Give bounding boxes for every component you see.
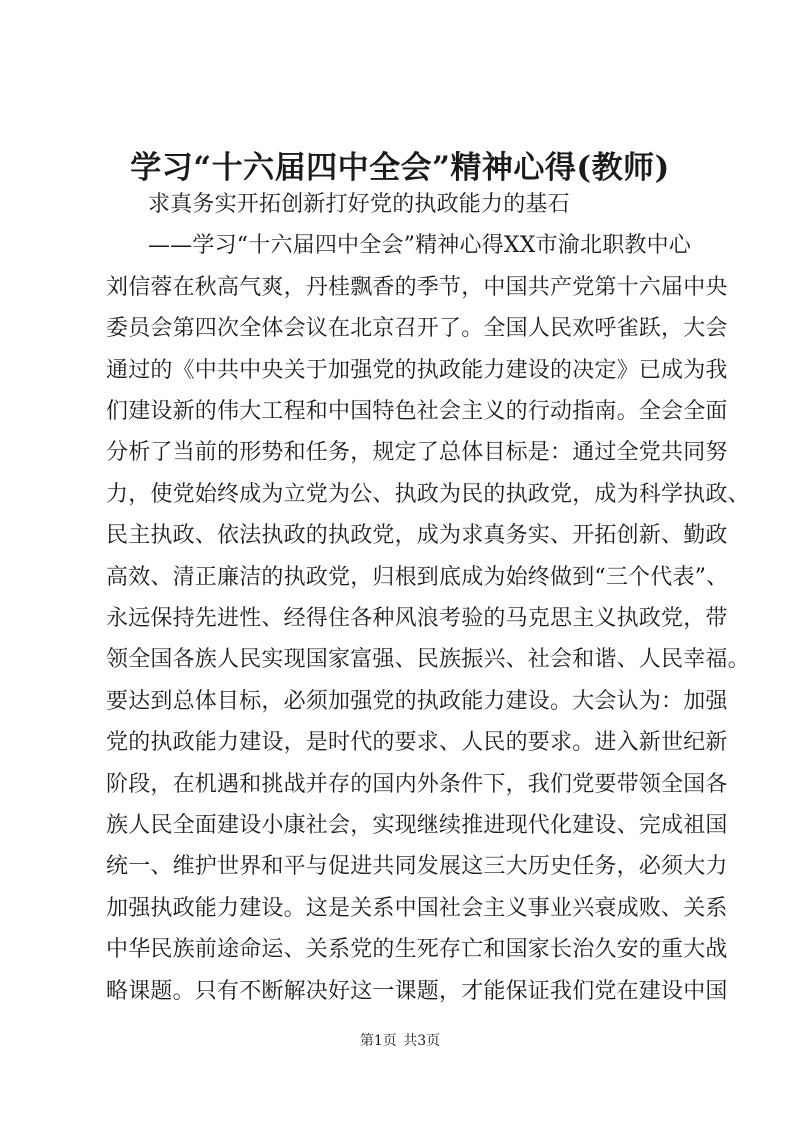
paragraph-line: 中华民族前途命运、关系党的生死存亡和国家长治久安的重大战	[106, 937, 728, 963]
paragraph-line: 们建设新的伟大工程和中国特色社会主义的行动指南。全会全面	[106, 399, 728, 424]
page-total: 共3页	[403, 1033, 441, 1049]
paragraph-line: 党的执政能力建设，是时代的要求、人民的要求。进入新世纪新	[106, 730, 728, 756]
subtitle-line: 求真务实开拓创新打好党的执政能力的基石	[148, 192, 570, 217]
paragraph-line: 分析了当前的形势和任务，规定了总体目标是：通过全党共同努	[106, 440, 728, 466]
paragraph-line: 族人民全面建设小康社会，实现继续推进现代化建设、完成祖国	[106, 813, 728, 838]
paragraph-line: 民主执政、依法执政的执政党，成为求真务实、开拓创新、勤政	[106, 523, 728, 549]
paragraph-line: 统一、维护世界和平与促进共同发展这三大历史任务，必须大力	[106, 854, 728, 880]
paragraph-line: 加强执政能力建设。这是关系中国社会主义事业兴衰成败、关系	[106, 895, 728, 921]
paragraph-line: 永远保持先进性、经得住各种风浪考验的马克思主义执政党，带	[106, 606, 728, 631]
paragraph-line: 力，使党始终成为立党为公、执政为民的执政党，成为科学执政、	[106, 481, 750, 507]
paragraph-line: 领全国各族人民实现国家富强、民族振兴、社会和谐、人民幸福。	[106, 647, 750, 673]
paragraph-line: 通过的《中共中央关于加强党的执政能力建设的决定》已成为我	[106, 357, 728, 383]
page-footer	[0, 1030, 800, 1050]
paragraph-line: 高效、清正廉洁的执政党，归根到底成为始终做到“三个代表”、	[106, 564, 729, 590]
paragraph-line: 阶段，在机遇和挑战并存的国内外条件下，我们党要带领全国各	[106, 771, 728, 797]
page-number: 第1页	[359, 1033, 397, 1049]
paragraph-line: 略课题。只有不断解决好这一课题，才能保证我们党在建设中国	[106, 978, 728, 1004]
paragraph-line: 委员会第四次全体会议在北京召开了。全国人民欢呼雀跃，大会	[106, 316, 728, 342]
paragraph-line: 要达到总体目标，必须加强党的执政能力建设。大会认为：加强	[106, 688, 728, 714]
page-title: 学习“十六届四中全会”精神心得(教师)	[130, 150, 670, 186]
byline: ——学习“十六届四中全会”精神心得XX市渝北职教中心	[148, 233, 692, 259]
paragraph-line: 刘信蓉在秋高气爽，丹桂飘香的季节，中国共产党第十六届中央	[106, 274, 728, 300]
